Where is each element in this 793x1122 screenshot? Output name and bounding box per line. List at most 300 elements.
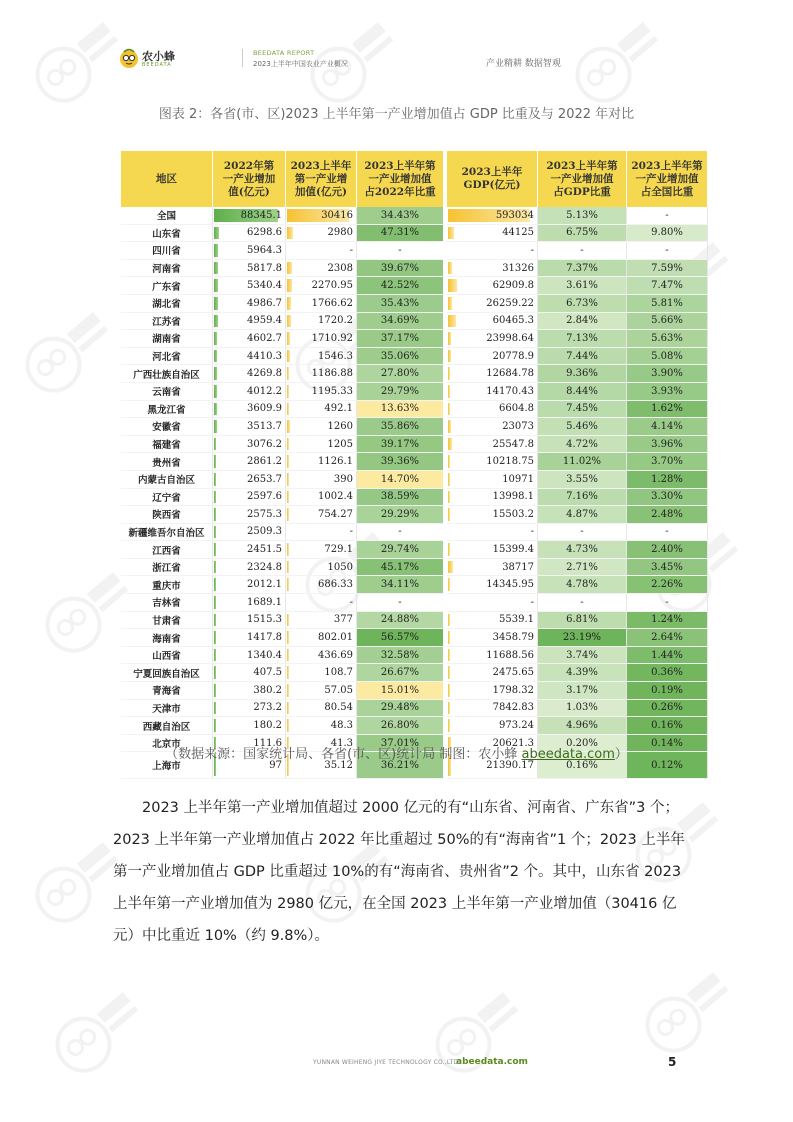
region-cell bbox=[121, 347, 213, 365]
cell-value: 5964.3 bbox=[247, 244, 282, 256]
data-bar-cell bbox=[286, 699, 357, 717]
table-row bbox=[121, 594, 708, 612]
cell-value: - bbox=[349, 526, 353, 538]
cell-value: 407.5 bbox=[253, 667, 282, 679]
watermark-bee-icon bbox=[420, 980, 530, 1090]
cell-value: 6604.8 bbox=[499, 403, 534, 415]
region-name: 上海市 bbox=[152, 761, 181, 773]
data-bar bbox=[287, 719, 289, 732]
data-bar-cell bbox=[445, 277, 538, 295]
data-bar-cell bbox=[213, 277, 286, 295]
cell-value: 7.47% bbox=[651, 280, 683, 292]
percent-cell bbox=[357, 259, 446, 277]
region-name: 新疆维吾尔自治区 bbox=[128, 527, 205, 539]
percent-cell bbox=[357, 594, 446, 612]
region-cell bbox=[121, 541, 213, 559]
column-header-line: 2023上半年第 bbox=[631, 159, 703, 172]
cell-value: 380.2 bbox=[253, 684, 282, 696]
cell-value: 1798.32 bbox=[492, 684, 534, 696]
cell-value: 4269.8 bbox=[247, 368, 282, 380]
cell-value: - bbox=[530, 526, 534, 538]
cell-value: 1.28% bbox=[651, 473, 683, 485]
percent-cell bbox=[357, 294, 446, 312]
region-name: 黑龙江省 bbox=[147, 404, 186, 416]
region-name: 广西壮族自治区 bbox=[133, 369, 200, 381]
region-name: 青海省 bbox=[152, 686, 181, 698]
data-bar bbox=[287, 438, 289, 451]
cell-value: 1186.88 bbox=[311, 368, 353, 380]
data-bar bbox=[214, 649, 216, 662]
percent-cell bbox=[538, 242, 627, 260]
column-header-line: 一产业增加 bbox=[222, 172, 276, 185]
watermark-bee-icon bbox=[10, 300, 120, 410]
table-row bbox=[121, 365, 708, 383]
cell-value: 2324.8 bbox=[247, 561, 282, 573]
percent-cell bbox=[538, 453, 627, 471]
cell-value: 2.71% bbox=[566, 561, 598, 573]
data-bar-cell bbox=[286, 277, 357, 295]
data-bar-cell bbox=[445, 682, 538, 700]
percent-cell bbox=[627, 664, 708, 682]
bee-logo-icon bbox=[118, 47, 140, 69]
data-bar-cell bbox=[286, 470, 357, 488]
percent-cell bbox=[627, 453, 708, 471]
region-name: 辽宁省 bbox=[152, 492, 181, 504]
cell-value: - bbox=[530, 596, 534, 608]
region-cell bbox=[121, 664, 213, 682]
percent-cell bbox=[627, 699, 708, 717]
data-bar-cell bbox=[213, 682, 286, 700]
cell-value: - bbox=[398, 244, 402, 256]
logo-name: 农小蜂 bbox=[142, 50, 175, 63]
percent-cell bbox=[538, 435, 627, 453]
cell-value: 29.29% bbox=[380, 508, 420, 520]
table-row bbox=[121, 470, 708, 488]
data-bar bbox=[448, 491, 450, 504]
region-name: 全国 bbox=[156, 211, 176, 223]
report-title: BEEDATA REPORT bbox=[253, 49, 315, 57]
cell-value: 492.1 bbox=[324, 403, 353, 415]
percent-cell bbox=[538, 682, 627, 700]
percent-cell bbox=[538, 382, 627, 400]
data-bar-cell bbox=[445, 382, 538, 400]
data-bar bbox=[448, 455, 450, 468]
region-cell bbox=[121, 682, 213, 700]
percent-cell bbox=[357, 207, 446, 224]
cell-value: 32.58% bbox=[380, 649, 420, 661]
table-row bbox=[121, 629, 708, 647]
region-cell bbox=[121, 699, 213, 717]
region-cell bbox=[121, 558, 213, 576]
cell-value: 5.13% bbox=[566, 209, 598, 221]
percent-cell bbox=[538, 470, 627, 488]
footer-company: YUNNAN WEIHENG JIYE TECHNOLOGY CO.,LTD. bbox=[313, 1059, 461, 1066]
data-bar bbox=[287, 578, 289, 591]
region-cell bbox=[121, 242, 213, 260]
data-bar-cell bbox=[286, 682, 357, 700]
cell-value: 34.69% bbox=[380, 315, 420, 327]
cell-value: 3.74% bbox=[566, 649, 598, 661]
percent-cell bbox=[357, 611, 446, 629]
cell-value: 0.26% bbox=[651, 702, 683, 714]
data-bar bbox=[214, 578, 216, 591]
column-header-line: 2023上半年 bbox=[290, 159, 352, 172]
data-bar-cell bbox=[213, 717, 286, 735]
data-bar bbox=[287, 367, 289, 380]
cell-value: 5817.8 bbox=[247, 262, 282, 274]
data-bar bbox=[214, 279, 218, 292]
cell-value: 3.96% bbox=[651, 438, 683, 450]
region-name: 吉林省 bbox=[152, 598, 181, 610]
region-cell bbox=[121, 576, 213, 594]
percent-cell bbox=[627, 242, 708, 260]
cell-value: 3609.9 bbox=[247, 403, 282, 415]
data-bar-cell bbox=[286, 312, 357, 330]
table-row bbox=[121, 294, 708, 312]
table-row bbox=[121, 330, 708, 348]
data-bar-cell bbox=[213, 400, 286, 418]
data-bar bbox=[448, 262, 452, 275]
data-bar bbox=[214, 367, 217, 380]
data-bar-cell bbox=[286, 541, 357, 559]
cell-value: - bbox=[665, 209, 669, 221]
region-name: 湖南省 bbox=[152, 334, 181, 346]
data-bar bbox=[448, 614, 450, 627]
data-bar-cell bbox=[286, 365, 357, 383]
cell-value: - bbox=[580, 596, 584, 608]
cell-value: 44125 bbox=[502, 227, 534, 239]
source-link[interactable]: abeedata.com bbox=[521, 747, 615, 762]
region-name: 天津市 bbox=[152, 703, 181, 715]
percent-cell bbox=[627, 594, 708, 612]
cell-value: 4959.4 bbox=[247, 315, 282, 327]
percent-cell bbox=[627, 330, 708, 348]
cell-value: 48.3 bbox=[330, 720, 353, 732]
cell-value: 1.44% bbox=[651, 649, 683, 661]
percent-cell bbox=[538, 312, 627, 330]
cell-value: 5.66% bbox=[651, 315, 683, 327]
region-cell bbox=[121, 488, 213, 506]
region-cell bbox=[121, 435, 213, 453]
data-bar bbox=[448, 684, 450, 697]
cell-value: 1340.4 bbox=[247, 649, 282, 661]
data-bar-cell bbox=[286, 646, 357, 664]
percent-cell bbox=[357, 488, 446, 506]
data-bar bbox=[448, 473, 450, 486]
data-bar bbox=[448, 631, 450, 644]
data-bar-cell bbox=[213, 259, 286, 277]
table-body bbox=[121, 207, 708, 779]
cell-value: 10971 bbox=[502, 473, 534, 485]
region-name: 贵州省 bbox=[152, 457, 181, 469]
cell-value: 4012.2 bbox=[247, 385, 282, 397]
cell-value: 15.01% bbox=[380, 684, 420, 696]
data-bar-cell bbox=[213, 611, 286, 629]
cell-value: 4.72% bbox=[566, 438, 598, 450]
data-bar-cell bbox=[213, 365, 286, 383]
cell-value: 0.16% bbox=[651, 720, 683, 732]
percent-cell bbox=[357, 470, 446, 488]
table-row bbox=[121, 664, 708, 682]
data-bar-cell bbox=[445, 576, 538, 594]
percent-cell bbox=[627, 418, 708, 436]
table-row bbox=[121, 312, 708, 330]
percent-cell bbox=[538, 400, 627, 418]
column-header bbox=[538, 151, 627, 207]
data-bar bbox=[287, 279, 292, 292]
cell-value: 1710.92 bbox=[311, 332, 353, 344]
cell-value: 729.1 bbox=[324, 544, 353, 556]
region-cell bbox=[121, 207, 213, 224]
region-name: 安徽省 bbox=[152, 422, 181, 434]
source-text: （数据来源：国家统计局、各省(市、区)统计局 制图：农小蜂 bbox=[165, 747, 522, 762]
cell-value: 8.44% bbox=[566, 385, 598, 397]
cell-value: 31326 bbox=[502, 262, 534, 274]
percent-cell bbox=[357, 347, 446, 365]
region-cell bbox=[121, 629, 213, 647]
table-row bbox=[121, 576, 708, 594]
region-cell bbox=[121, 382, 213, 400]
percent-cell bbox=[538, 488, 627, 506]
cell-value: 1050 bbox=[327, 561, 353, 573]
percent-cell bbox=[357, 541, 446, 559]
footer-url[interactable]: abeedata.com bbox=[456, 1057, 528, 1067]
cell-value: 1205 bbox=[327, 438, 353, 450]
data-bar bbox=[214, 526, 216, 539]
table-row bbox=[121, 488, 708, 506]
column-header-line: 占全国比重 bbox=[640, 185, 694, 198]
cell-value: 4602.7 bbox=[247, 332, 282, 344]
data-bar-cell bbox=[286, 347, 357, 365]
percent-cell bbox=[538, 330, 627, 348]
data-bar bbox=[287, 666, 289, 679]
cell-value: 26.67% bbox=[380, 667, 420, 679]
percent-cell bbox=[357, 717, 446, 735]
cell-value: 5539.1 bbox=[499, 614, 534, 626]
table-row bbox=[121, 207, 708, 224]
column-header-line: 2023上半年第 bbox=[364, 159, 436, 172]
data-bar-cell bbox=[286, 207, 357, 224]
cell-value: 436.69 bbox=[318, 649, 353, 661]
cell-value: 36.21% bbox=[380, 759, 420, 771]
cell-value: 39.17% bbox=[380, 438, 420, 450]
region-name: 海南省 bbox=[152, 633, 181, 645]
cell-value: 4.87% bbox=[566, 508, 598, 520]
data-bar-cell bbox=[445, 488, 538, 506]
percent-cell bbox=[357, 312, 446, 330]
cell-value: 13998.1 bbox=[492, 491, 534, 503]
percent-cell bbox=[627, 506, 708, 524]
table-row bbox=[121, 646, 708, 664]
region-name: 江西省 bbox=[152, 545, 181, 557]
cell-value: - bbox=[349, 596, 353, 608]
data-bar-cell bbox=[445, 523, 538, 541]
data-bar bbox=[214, 596, 216, 609]
data-bar-cell bbox=[445, 365, 538, 383]
cell-value: 3.17% bbox=[566, 684, 598, 696]
region-name: 宁夏回族自治区 bbox=[133, 668, 200, 680]
cell-value: 29.79% bbox=[380, 385, 420, 397]
percent-cell bbox=[627, 717, 708, 735]
region-name: 浙江省 bbox=[152, 563, 181, 575]
body-paragraph: 2023 上半年第一产业增加值超过 2000 亿元的有“山东省、河南省、广东省”3 个；2023 上半年第一产业增加值占 2022 年比重超过 50%的有“海南省”1 个；2023 上半年第一产业增加值占 GDP 比重超过 10%的有“海南省、贵州省”2 个。其中，山东省 2023 上半年第一产业增加值为 2980 亿元，在全国 2023 上半年第一产业增加值（30416 亿元）中比重近 10%（约 9.8%）。 bbox=[113, 800, 685, 944]
column-header-line: 2022年第 bbox=[223, 159, 275, 172]
cell-value: 88345.1 bbox=[240, 209, 282, 221]
data-bar bbox=[448, 403, 450, 416]
region-name: 湖北省 bbox=[152, 299, 181, 311]
percent-cell bbox=[627, 277, 708, 295]
table-row bbox=[121, 242, 708, 260]
data-bar-cell bbox=[213, 382, 286, 400]
table-row bbox=[121, 506, 708, 524]
data-bar bbox=[214, 666, 216, 679]
percent-cell bbox=[627, 576, 708, 594]
percent-cell bbox=[538, 699, 627, 717]
cell-value: 5.63% bbox=[651, 332, 683, 344]
data-bar bbox=[287, 455, 289, 468]
column-header bbox=[121, 151, 213, 207]
cell-value: 4.96% bbox=[566, 720, 598, 732]
cell-value: 25547.8 bbox=[492, 438, 534, 450]
cell-value: 3.61% bbox=[566, 280, 598, 292]
percent-cell bbox=[627, 646, 708, 664]
region-cell bbox=[121, 506, 213, 524]
table-row bbox=[121, 224, 708, 242]
data-bar-cell bbox=[445, 717, 538, 735]
cell-value: 2861.2 bbox=[247, 456, 282, 468]
data-bar-cell bbox=[445, 294, 538, 312]
cell-value: 111.6 bbox=[253, 737, 282, 749]
page-number: 5 bbox=[668, 1055, 677, 1069]
data-bar bbox=[287, 227, 293, 240]
cell-value: 1260 bbox=[327, 420, 353, 432]
data-bar bbox=[448, 508, 450, 521]
table-caption: 图表 2：各省(市、区)2023 上半年第一产业增加值占 GDP 比重及与 2022 年对比 bbox=[158, 107, 635, 122]
data-bar bbox=[448, 649, 450, 662]
percent-cell bbox=[627, 312, 708, 330]
cell-value: 9.36% bbox=[566, 368, 598, 380]
data-bar bbox=[448, 279, 457, 292]
column-header-line: 地区 bbox=[156, 172, 177, 185]
data-bar bbox=[287, 631, 289, 644]
data-bar-cell bbox=[213, 435, 286, 453]
cell-value: 3.45% bbox=[651, 561, 683, 573]
data-bar bbox=[214, 702, 216, 715]
cell-value: 6.73% bbox=[566, 297, 598, 309]
cell-value: 13.63% bbox=[380, 403, 420, 415]
cell-value: 390 bbox=[333, 473, 353, 485]
cell-value: 4.39% bbox=[566, 667, 598, 679]
data-bar-cell bbox=[286, 400, 357, 418]
data-bar bbox=[214, 315, 218, 328]
percent-cell bbox=[357, 646, 446, 664]
data-bar-cell bbox=[445, 506, 538, 524]
data-bar-cell bbox=[445, 312, 538, 330]
data-bar-cell bbox=[286, 418, 357, 436]
data-bar bbox=[448, 543, 450, 556]
cell-value: 60465.3 bbox=[492, 315, 534, 327]
watermark-bee-icon bbox=[630, 960, 740, 1070]
table-row bbox=[121, 259, 708, 277]
percent-cell bbox=[627, 682, 708, 700]
data-bar bbox=[448, 297, 452, 310]
cell-value: 38.59% bbox=[380, 491, 420, 503]
data-bar-cell bbox=[286, 506, 357, 524]
data-bar-cell bbox=[213, 629, 286, 647]
percent-cell bbox=[538, 523, 627, 541]
cell-value: 14.70% bbox=[380, 473, 420, 485]
region-name: 西藏自治区 bbox=[142, 721, 191, 733]
data-bar bbox=[448, 719, 450, 732]
region-cell bbox=[121, 646, 213, 664]
cell-value: 2.40% bbox=[651, 544, 683, 556]
region-cell bbox=[121, 277, 213, 295]
percent-cell bbox=[357, 699, 446, 717]
table-row bbox=[121, 611, 708, 629]
column-header-line: 一产业增加值 bbox=[368, 172, 432, 185]
region-name: 甘肃省 bbox=[152, 615, 181, 627]
cell-value: 4.14% bbox=[651, 420, 683, 432]
cell-value: 5340.4 bbox=[247, 280, 282, 292]
region-name: 内蒙古自治区 bbox=[137, 475, 195, 487]
cell-value: 1.24% bbox=[651, 614, 683, 626]
data-bar-cell bbox=[445, 435, 538, 453]
cell-value: 62909.8 bbox=[492, 280, 534, 292]
cell-value: 26259.22 bbox=[486, 297, 534, 309]
data-bar bbox=[214, 491, 216, 504]
data-bar bbox=[287, 702, 289, 715]
percent-cell bbox=[357, 506, 446, 524]
cell-value: 21390.17 bbox=[486, 759, 534, 771]
data-bar bbox=[287, 297, 291, 310]
cell-value: 802.01 bbox=[318, 632, 353, 644]
column-header-line: GDP(亿元) bbox=[463, 179, 521, 191]
cell-value: 23998.64 bbox=[486, 332, 534, 344]
cell-value: 42.52% bbox=[380, 280, 420, 292]
data-bar-cell bbox=[286, 382, 357, 400]
cell-value: 2.84% bbox=[566, 315, 598, 327]
cell-value: - bbox=[665, 244, 669, 256]
watermark-bee-icon bbox=[40, 980, 150, 1090]
cell-value: 11688.56 bbox=[486, 649, 534, 661]
percent-cell bbox=[357, 453, 446, 471]
data-bar bbox=[214, 297, 218, 310]
data-bar bbox=[448, 350, 451, 363]
data-bar bbox=[448, 420, 451, 433]
data-bar-cell bbox=[213, 347, 286, 365]
column-header-line: 2023上半年 bbox=[461, 166, 523, 178]
cell-value: 5.46% bbox=[566, 420, 598, 432]
data-bar bbox=[214, 719, 216, 732]
region-name: 山东省 bbox=[152, 228, 181, 240]
region-name: 广东省 bbox=[152, 281, 181, 293]
cell-value: 4.73% bbox=[566, 544, 598, 556]
cell-value: 108.7 bbox=[324, 667, 353, 679]
percent-cell bbox=[538, 277, 627, 295]
cell-value: 2509.3 bbox=[247, 526, 282, 538]
cell-value: 20621.3 bbox=[492, 737, 534, 749]
cell-value: 35.43% bbox=[380, 297, 420, 309]
data-bar-cell bbox=[213, 646, 286, 664]
cell-value: 1126.1 bbox=[318, 456, 353, 468]
cell-value: 2980 bbox=[327, 227, 353, 239]
cell-value: 1720.2 bbox=[318, 315, 353, 327]
page-header bbox=[0, 0, 793, 80]
cell-value: 2475.65 bbox=[492, 667, 534, 679]
table-row bbox=[121, 400, 708, 418]
cell-value: 2012.1 bbox=[247, 579, 282, 591]
cell-value: 2597.6 bbox=[247, 491, 282, 503]
